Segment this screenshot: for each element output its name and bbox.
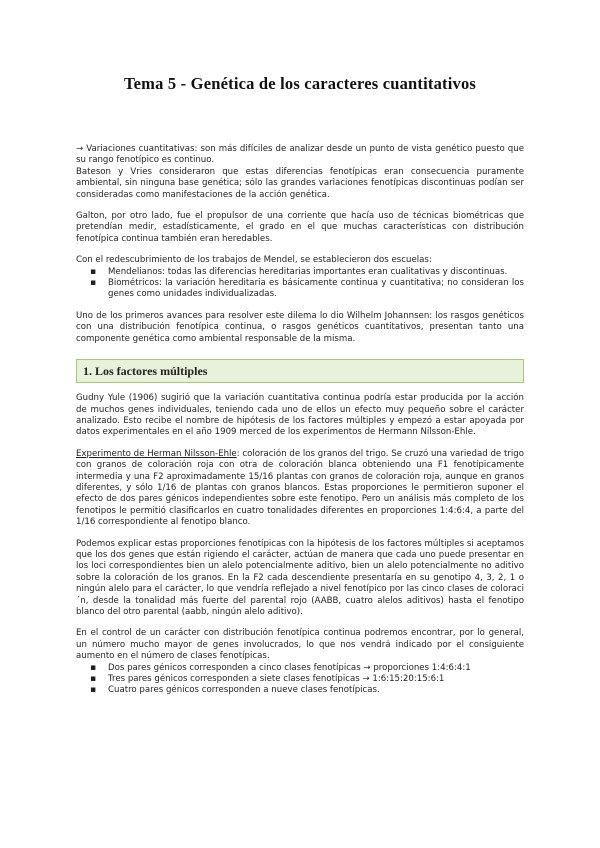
paragraph-bateson: Bateson y Vries consideraron que estas diferencias fenotípicas eran consecuencia puramente ambiental, sin ninguna base genética; sólo las grandes variaciones fenotípicas discontinuas podían ser consideradas como manifestaciones de la acción genética. <box>76 166 524 200</box>
paragraph-explicacion: Podemos explicar estas proporciones fenotípicas con la hipótesis de los factores múltiples si aceptamos que los dos genes que están rigiendo el carácter, actúan de manera que cada uno puede presentar en los loci correspondientes bien un alelo potencialmente aditivo, bien un alelo potencialmente no aditivo sobre la coloración de los granos. En la F2 cada descendiente presentaría en su genotipo 4, 3, 2, 1 o ningún alelo para el carácter, lo que vendría reflejado a nivel fenotípico por las cinco clases de coloraci´n, desde la tonalidad más fuerte del parental rojo (AABB, cuatro alelos aditivos) hasta el fenotipo blanco del otro parental (aabb, ningún alelo aditivo). <box>76 538 524 617</box>
paragraph-johannsen: Uno de los primeros avances para resolver este dilema lo dio Wilhelm Johannsen: los rasgos genéticos con una distribución fenotípica continua, o rasgos genéticos cuantitativos, presentan tanto una componente genética como ambiental responsable de la misma. <box>76 310 524 344</box>
schools-list <box>76 267 524 301</box>
paragraph-yule: Gudny Yule (1906) sugirió que la variación cuantitativa continua podría estar producida por la acción de muchos genes individuales, teniendo cada uno de ellos un efecto muy pequeño sobre el carácter analizado. Esto recibe el nombre de hipótesis de los factores múltiples y empezó a estar apoyada por datos experimentales en el año 1909 merced de los experimentos de Hermann Nilsson-Ehle. <box>76 393 524 438</box>
list-item: ▪ Biométricos: la variación hereditaria es básicamente continua y cuantitativa; no consideran los genes como unidades individualizadas. <box>108 278 524 301</box>
paragraph-galton: Galton, por otro lado, fue el propulsor de una corriente que hacía uso de técnicas biométricas que pretendían medir, estadísticamente, el grado en el que muchas características con distribución fenotípica continua también eran heredables. <box>76 211 524 244</box>
experiment-label: Experimento de Herman Nilsson-Ehle <box>76 448 237 459</box>
gene-pairs-list <box>76 663 524 697</box>
list-item: ▪ Cuatro pares génicos corresponden a nueve clases fenotípicas. <box>108 685 524 696</box>
intro-block <box>76 144 524 201</box>
page-title: Tema 5 - Genética de los caracteres cuantitativos <box>123 74 477 93</box>
schools-block <box>76 255 524 301</box>
paragraph-mendel: Con el redescubrimiento de los trabajos de Mendel, se establecieron dos escuelas: <box>76 255 432 266</box>
section-heading-factores: 1. Los factores múltiples <box>76 359 524 383</box>
list-item: ▪ Dos pares génicos corresponden a cinco clases fenotípicas → proporciones 1:4:6:4:1 <box>108 663 524 674</box>
gene-pairs-block <box>76 628 524 696</box>
paragraph-variaciones: → Variaciones cuantitativas: son más difíciles de analizar desde un punto de vista genético puesto que su rango fenotípico es continuo. <box>76 144 524 166</box>
list-item: ▪ Tres pares génicos corresponden a siete clases fenotípicas → 1:6:15:20:15:6:1 <box>108 674 524 685</box>
experiment-text: : coloración de los granos del trigo. Se cruzó una variedad de trigo con granos de coloración roja con otra de coloración blanca obteniendo una F1 fenotípicamente intermedia y una F2 aproximadamente 15/16 plantas con granos de coloración roja, aunque en granos diferentes, y sólo 1/16 de plantas con granos blancos. Estas proporciones le permitieron suponer el efecto de dos pares génicos independientes sobre este fenotipo. Pero un análisis más completo de los fenotipos le permitió clasificarlos en cuatro tonalidades diferentes en proporciones 1:4:6:4, a parte del 1/16 correspondiente al fenotipo blanco. <box>76 448 524 528</box>
paragraph-control: En el control de un carácter con distribución fenotípica continua podremos encontrar, por lo general, un número mucho mayor de genes involucrados, lo que nos vendrá indicado por el consiguiente aumento en el número de clases fenotípicas. <box>76 628 524 662</box>
list-item: ▪ Mendelianos: todas las diferencias hereditarias importantes eran cualitativas y discontinuas. <box>108 267 524 278</box>
paragraph-nilsson-ehle <box>76 449 524 529</box>
